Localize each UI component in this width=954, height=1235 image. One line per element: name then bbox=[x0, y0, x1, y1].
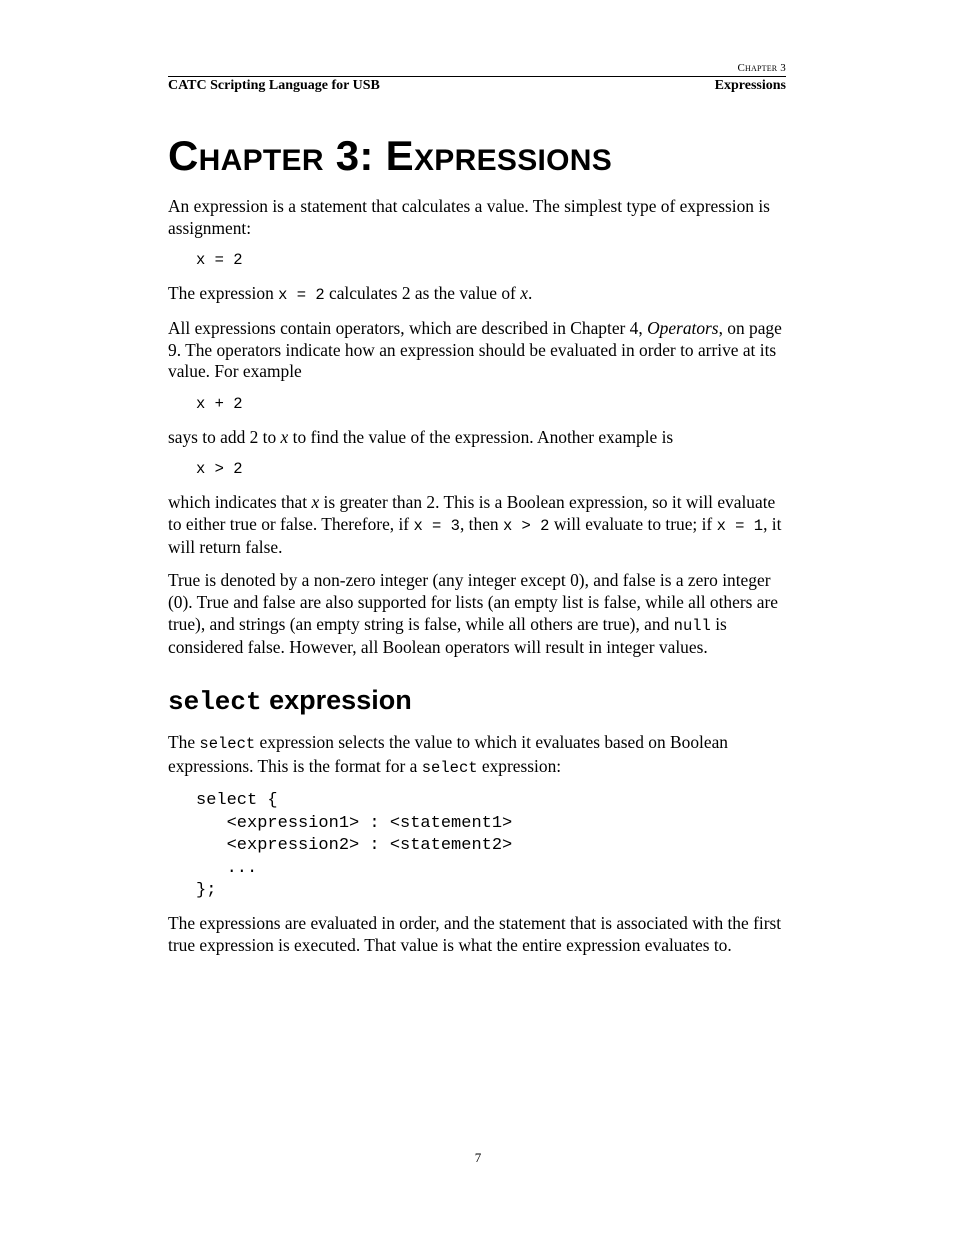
select-paragraph-2: The expressions are evaluated in order, and the statement that is associated with the first true expression is executed. That value is what the entire expression evaluates to. bbox=[168, 912, 782, 955]
page-number: 7 bbox=[474, 1150, 482, 1165]
chapter-title: CHAPTER 3: EXPRESSIONS bbox=[168, 132, 613, 179]
running-header-section: Expressions bbox=[714, 78, 786, 93]
running-header-book-title: CATC Scripting Language for USB bbox=[168, 78, 380, 93]
code-example-comparison: x > 2 bbox=[196, 460, 243, 479]
code-example-assignment: x = 2 bbox=[196, 251, 243, 270]
code-example-addition: x + 2 bbox=[196, 394, 243, 413]
chapter-body bbox=[168, 196, 786, 967]
running-header bbox=[168, 76, 786, 94]
intro-paragraph-2: The expression x = 2 calculates 2 as the value of x. bbox=[168, 283, 533, 305]
intro-paragraph-6: True is denoted by a non-zero integer (any integer except 0), and false is a zero integer (0). True and false are also supported for lists (an empty list is false, while all others are true), and strings (an empty string is false, while all others are true), and null is considered false. However, all Boolean operators will result in integer values. bbox=[168, 570, 778, 658]
select-paragraph-1: The select expression selects the value to which it evaluates based on Boolean expressions. This is the format for a select expression: bbox=[168, 731, 728, 777]
intro-paragraph-5: which indicates that x is greater than 2. This is a Boolean expression, so it will evaluate to either true or false. Therefore, if x = 3, then x > 2 will evaluate to true; if x = 1, it will return false. bbox=[168, 492, 782, 558]
intro-paragraph-1: An expression is a statement that calculates a value. The simplest type of expression is assignment: bbox=[168, 196, 770, 238]
select-syntax-code-block: select { <expression1> : <statement1> <expression2> : <statement2> ... }; bbox=[196, 791, 513, 901]
operators-reference: Operators bbox=[647, 317, 719, 338]
running-header-chapter: Chapter 3 bbox=[737, 62, 786, 74]
intro-paragraph-3: All expressions contain operators, which are described in Chapter 4, Operators, on page 9. The operators indicate how an expression should be evaluated in order to arrive at its value. For example bbox=[168, 317, 782, 382]
section-heading-select: select expression bbox=[168, 684, 412, 717]
intro-paragraph-4: says to add 2 to x to find the value of the expression. Another example is bbox=[168, 426, 674, 447]
